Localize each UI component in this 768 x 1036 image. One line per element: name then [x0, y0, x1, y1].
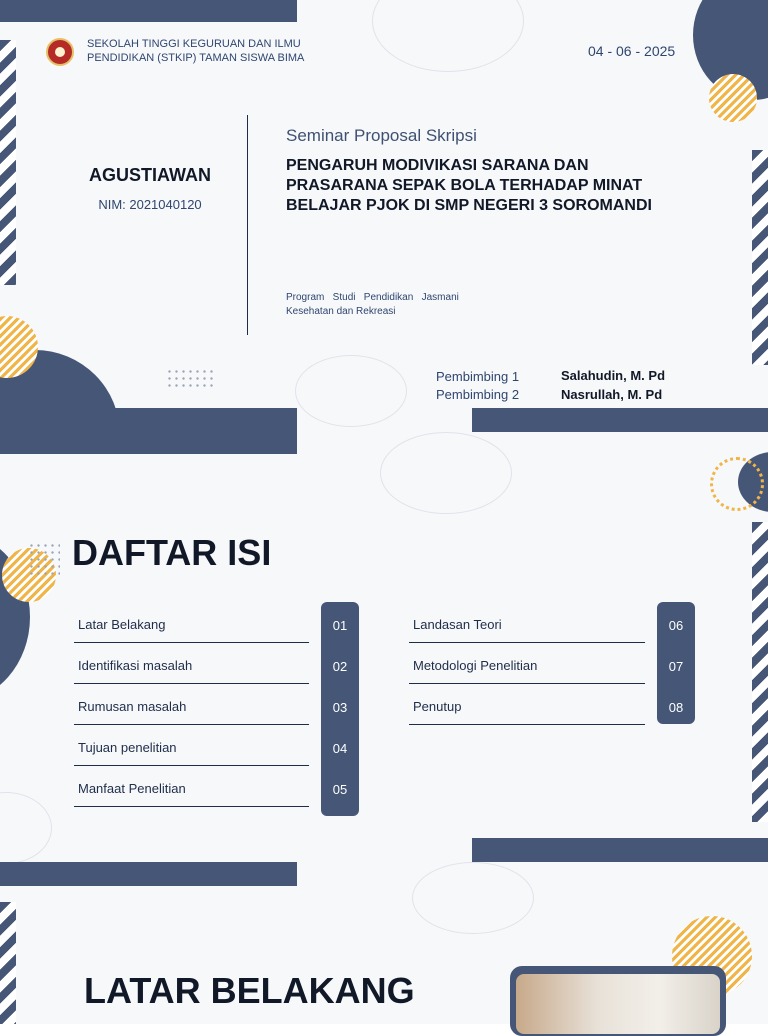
student-name: AGUSTIAWAN: [88, 165, 211, 185]
toc-item[interactable]: [409, 684, 645, 725]
toc-item[interactable]: [74, 643, 309, 684]
photo-image: [516, 974, 720, 1034]
institution-logo: [46, 38, 74, 66]
advisor-label: Pembimbing 1: [436, 369, 520, 384]
top-bar: [0, 862, 297, 886]
striped-edge-left: [0, 902, 16, 1024]
dot-grid: [166, 368, 216, 390]
striped-edge-left: [0, 40, 16, 285]
toc-item-label: Landasan Teori: [413, 617, 502, 632]
toc-number: 03: [332, 700, 348, 715]
section-heading: LATAR BELAKANG: [84, 970, 415, 1011]
toc-item-label: Manfaat Penelitian: [78, 781, 186, 796]
toc-item-label: Penutup: [413, 699, 462, 714]
bottom-bar: [0, 408, 297, 432]
presentation-date: 04 - 06 - 2025: [588, 43, 676, 59]
toc-item-label: Metodologi Penelitian: [413, 658, 538, 673]
toc-item[interactable]: [409, 602, 645, 643]
bottom-bar: [472, 838, 768, 862]
study-program: Program Studi Pendidikan Jasmani: [286, 292, 459, 303]
thesis-title: BELAJAR PJOK DI SMP NEGERI 3 SOROMANDI: [286, 197, 652, 214]
bottom-bar: [472, 408, 768, 432]
toc-number: 04: [332, 741, 348, 756]
toc-number: 02: [332, 659, 348, 674]
thesis-title: PENGARUH MODIVIKASI SARANA DAN: [286, 157, 589, 174]
title-slide: [0, 0, 768, 432]
institution-name: PENDIDIKAN (STKIP) TAMAN SISWA BIMA: [87, 52, 305, 64]
wave-decoration: [0, 792, 52, 862]
toc-item-label: Identifikasi masalah: [78, 658, 193, 673]
toc-item[interactable]: [74, 684, 309, 725]
toc-number: 08: [668, 700, 684, 715]
top-bar: [0, 432, 297, 454]
toc-item-label: Latar Belakang: [78, 617, 166, 632]
seminar-label: Seminar Proposal Skripsi: [286, 126, 477, 145]
table-of-contents-slide: [0, 432, 768, 862]
toc-number: 06: [668, 618, 684, 633]
section-heading: DAFTAR ISI: [72, 532, 272, 573]
dot-grid: [28, 542, 60, 576]
toc-item[interactable]: [74, 766, 309, 807]
number-column: [657, 602, 695, 724]
dotted-ring: [710, 457, 764, 511]
advisor-name: Nasrullah, M. Pd: [561, 387, 663, 402]
toc-item-label: Rumusan masalah: [78, 699, 187, 714]
toc-item-label: Tujuan penelitian: [78, 740, 177, 755]
toc-item[interactable]: [74, 602, 309, 643]
hatched-circle: [709, 74, 757, 122]
wave-decoration: [372, 0, 524, 72]
institution-name: SEKOLAH TINGGI KEGURUAN DAN ILMU: [87, 38, 301, 50]
advisor-name: Salahudin, M. Pd: [561, 368, 666, 383]
divider: [247, 115, 248, 335]
student-nim: NIM: 2021040120: [98, 197, 202, 212]
classroom-photo: [510, 966, 726, 1036]
toc-item[interactable]: [409, 643, 645, 684]
study-program: Kesehatan dan Rekreasi: [286, 306, 396, 317]
number-column: [321, 602, 359, 816]
advisor-label: Pembimbing 2: [436, 387, 520, 402]
top-bar: [0, 0, 297, 22]
wave-decoration: [295, 355, 407, 427]
striped-edge-right: [752, 150, 768, 365]
toc-number: 05: [332, 782, 348, 797]
thesis-title: PRASARANA SEPAK BOLA TERHADAP MINAT: [286, 177, 643, 194]
toc-item[interactable]: [74, 725, 309, 766]
toc-number: 01: [332, 618, 348, 633]
wave-decoration: [380, 432, 512, 514]
toc-number: 07: [668, 659, 684, 674]
wave-decoration: [412, 862, 534, 934]
striped-edge-right: [752, 522, 768, 822]
